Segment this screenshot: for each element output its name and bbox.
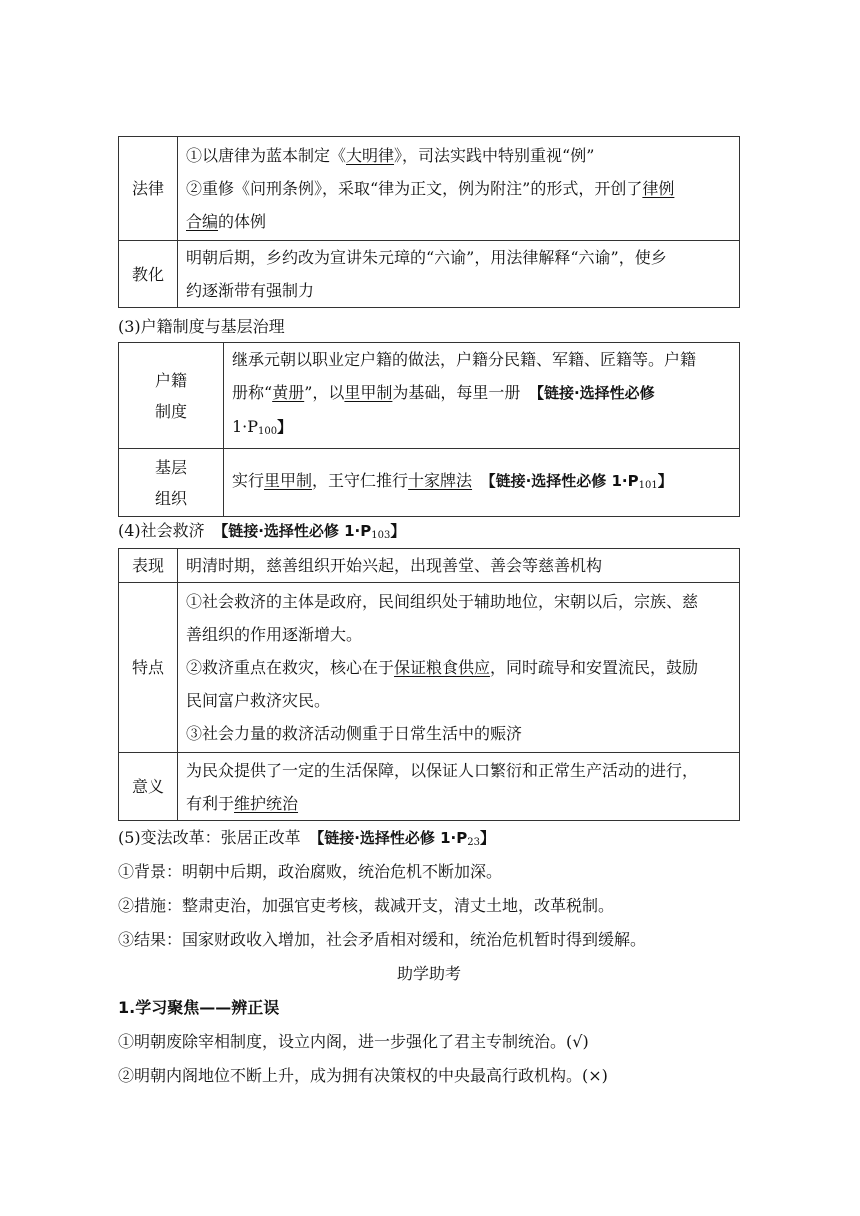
reform-background: ①背景：明朝中后期，政治腐败，统治危机不断加深。 xyxy=(118,862,503,881)
biaoxian-header: 表现 xyxy=(119,549,178,583)
table-relief xyxy=(118,548,740,821)
jiceng-header: 基层 组织 xyxy=(119,449,224,517)
law-content: ①以唐律为蓝本制定《大明律》，司法实践中特别重视“例” ②重修《问刑条例》，采取“律为正文，例为附注”的形式，开创了律例 合编的体例 xyxy=(178,137,740,241)
zhuxue-title: 助学助考 xyxy=(396,964,461,983)
biaoxian-content: 明清时期，慈善组织开始兴起，出现善堂、善会等慈善机构 xyxy=(178,549,740,583)
huji-content: 继承元朝以职业定户籍的做法，户籍分民籍、军籍、匠籍等。户籍 册称“黄册”，以里甲制为基础，每里一册 【链接·选择性必修 $1\cdot P_{100}$】 xyxy=(224,343,740,449)
jiceng-content: 实行里甲制，王守仁推行十家牌法 【链接·选择性必修 $1\cdot P_{101}$】 xyxy=(224,449,740,517)
law-header: 法律 xyxy=(119,137,178,241)
table-huji xyxy=(118,342,740,517)
judgment-item-1: ①明朝废除宰相制度，设立内阁，进一步强化了君主专制统治。(√) xyxy=(118,1032,589,1051)
yiyi-header: 意义 xyxy=(119,753,178,821)
huji-header: 户籍 制度 xyxy=(119,343,224,449)
study-focus-heading: 1.学习聚焦——辨正误 xyxy=(118,998,280,1017)
tedian-header: 特点 xyxy=(119,583,178,753)
reform-result: ③结果：国家财政收入增加，社会矛盾相对缓和，统治危机暂时得到缓解。 xyxy=(118,930,647,949)
yiyi-content: 为民众提供了一定的生活保障，以保证人口繁衍和正常生产活动的进行， 有利于维护统治 xyxy=(178,753,740,821)
section-3-heading: (3)户籍制度与基层治理 xyxy=(118,317,285,336)
edu-header: 教化 xyxy=(119,241,178,308)
table-law-edu xyxy=(118,136,740,308)
reform-measures: ②措施：整肃吏治，加强官吏考核，裁减开支，清丈土地，改革税制。 xyxy=(118,896,615,915)
section-5-heading: (5)变法改革：张居正改革 【链接·选择性必修 $1\cdot P_{23}$】 xyxy=(118,828,495,848)
tedian-content: ①社会救济的主体是政府，民间组织处于辅助地位，宋朝以后，宗族、慈 善组织的作用逐渐增大。 ②救济重点在救灾，核心在于保证粮食供应，同时疏导和安置流民，鼓励 民间富户救济灾民。 ③社会力量的救济活动侧重于日常生活中的赈济 xyxy=(178,583,740,753)
section-4-heading: (4)社会救济 【链接·选择性必修 $1\cdot P_{103}$】 xyxy=(118,521,406,541)
edu-content: 明朝后期，乡约改为宣讲朱元璋的“六谕”，用法律解释“六谕”，使乡 约逐渐带有强制力 xyxy=(178,241,740,308)
judgment-item-2: ②明朝内阁地位不断上升，成为拥有决策权的中央最高行政机构。(×) xyxy=(118,1066,608,1085)
